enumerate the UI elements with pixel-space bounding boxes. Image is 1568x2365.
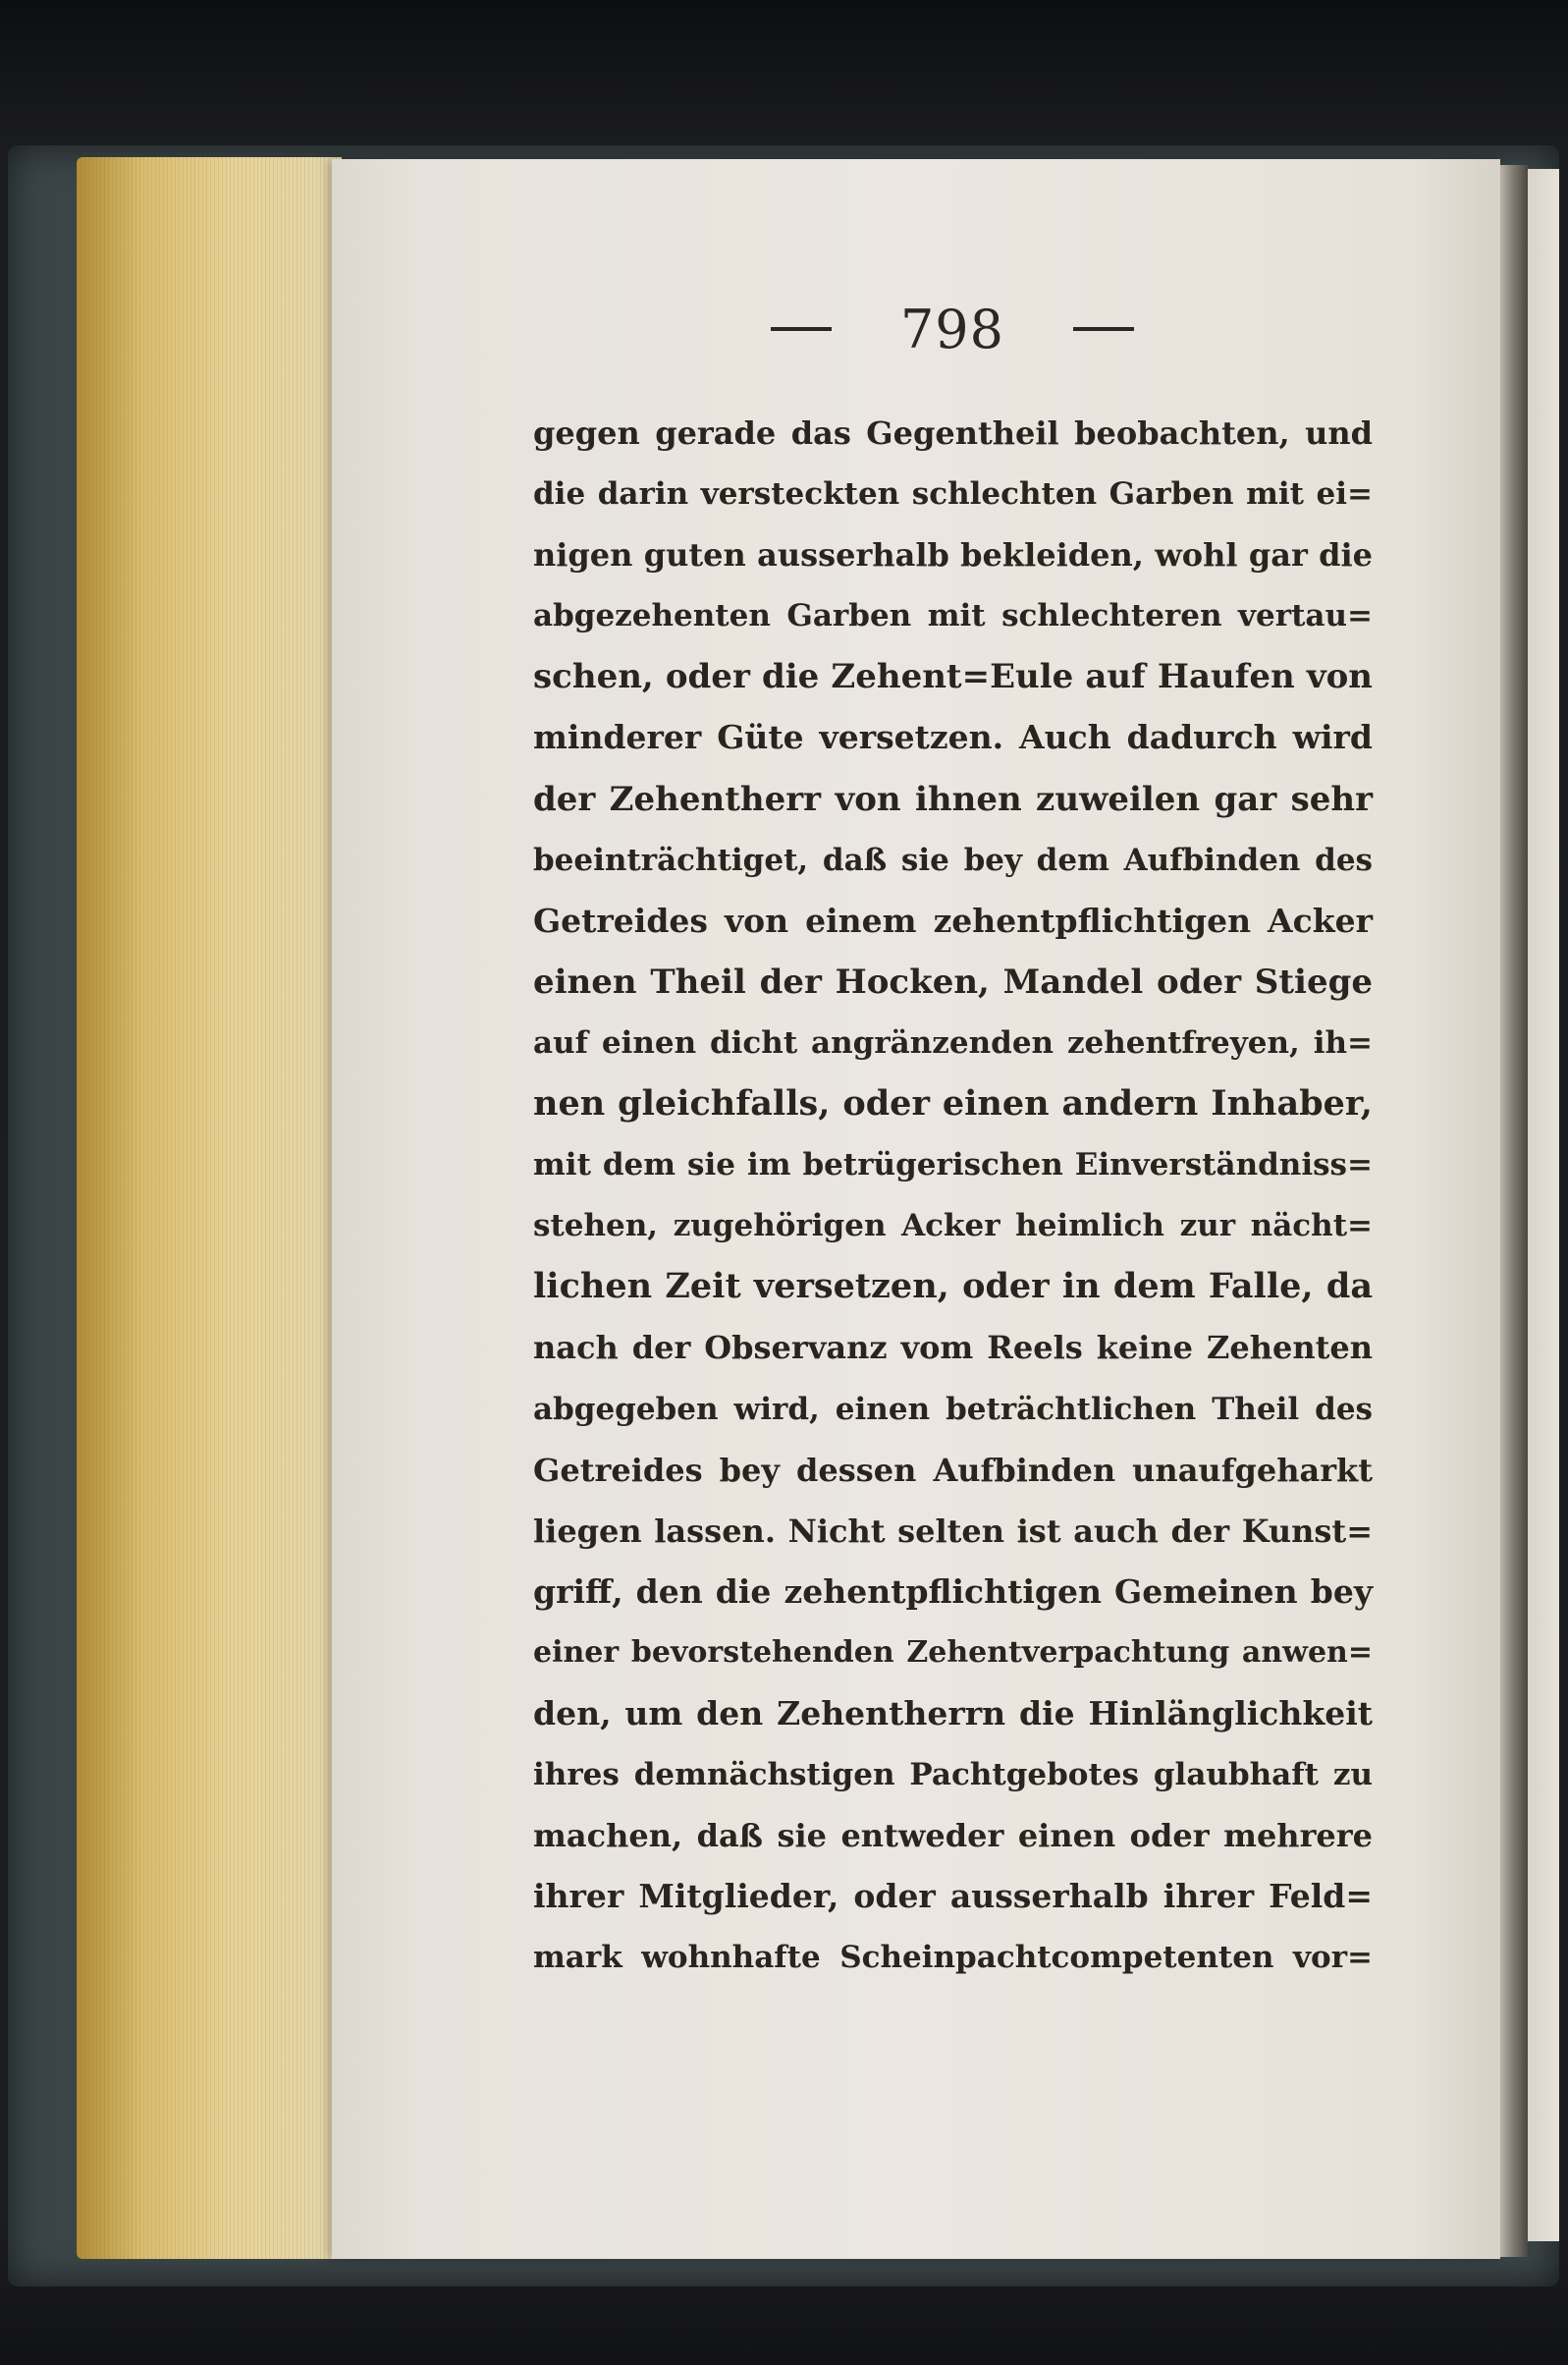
text-line: der Zehentherr von ihnen zuweilen gar sehr xyxy=(533,779,1373,819)
text-line: stehen, zugehörigen Acker heimlich zur nächt= xyxy=(533,1208,1373,1244)
body-text xyxy=(533,403,1373,1988)
book-gutter xyxy=(1500,165,1528,2257)
text-line: Getreides bey dessen Aufbinden unaufgeharkt xyxy=(533,1451,1373,1489)
text-line: ihrer Mitglieder, oder ausserhalb ihrer Feld= xyxy=(533,1877,1373,1916)
text-line: nach der Observanz vom Reels keine Zehenten xyxy=(533,1329,1373,1367)
header-dash-right xyxy=(1073,327,1134,331)
text-line: nen gleichfalls, oder einen andern Inhaber, xyxy=(533,1083,1373,1125)
text-line: abgezehenten Garben mit schlechteren vertau= xyxy=(533,598,1373,634)
text-line: auf einen dicht angränzenden zehentfreyen, ih= xyxy=(533,1024,1373,1061)
header-dash-left xyxy=(771,327,832,331)
text-line: gegen gerade das Gegentheil beobachten, und xyxy=(533,414,1373,452)
text-line: machen, daß sie entweder einen oder mehrere xyxy=(533,1817,1373,1855)
page-edges-gilt xyxy=(77,157,342,2259)
text-line: Getreides von einem zehentpflichtigen Acker xyxy=(533,901,1373,940)
text-line: lichen Zeit versetzen, oder in dem Falle, da xyxy=(533,1266,1373,1307)
text-line: mit dem sie im betrügerischen Einverständniss= xyxy=(533,1147,1373,1183)
facing-page-edge xyxy=(1528,169,1559,2241)
page-number: 798 xyxy=(899,298,1005,360)
text-line: griff, den die zehentpflichtigen Gemeinen bey xyxy=(533,1571,1373,1611)
text-line: schen, oder die Zehent=Eule auf Haufen von xyxy=(533,657,1373,697)
text-line: ihres demnächstigen Pachtgebotes glaubhaft zu xyxy=(533,1757,1373,1793)
text-line: liegen lassen. Nicht selten ist auch der Kunst= xyxy=(533,1512,1373,1550)
text-line: den, um den Zehentherrn die Hinlänglichkeit xyxy=(533,1693,1373,1732)
page-header xyxy=(746,295,1159,363)
text-line: die darin versteckten schlechten Garben mit ei= xyxy=(533,476,1373,513)
text-line: mark wohnhafte Scheinpachtcompetenten vor= xyxy=(533,1940,1373,1976)
text-line: minderer Güte versetzen. Auch dadurch wird xyxy=(533,718,1373,757)
text-line: einen Theil der Hocken, Mandel oder Stiege xyxy=(533,962,1373,1002)
text-line: abgegeben wird, einen beträchtlichen Theil des xyxy=(533,1391,1373,1427)
text-line: beeinträchtiget, daß sie bey dem Aufbinden des xyxy=(533,842,1373,878)
text-line: nigen guten ausserhalb bekleiden, wohl gar die xyxy=(533,536,1373,575)
text-line: einer bevorstehenden Zehentverpachtung anwen= xyxy=(533,1634,1373,1670)
